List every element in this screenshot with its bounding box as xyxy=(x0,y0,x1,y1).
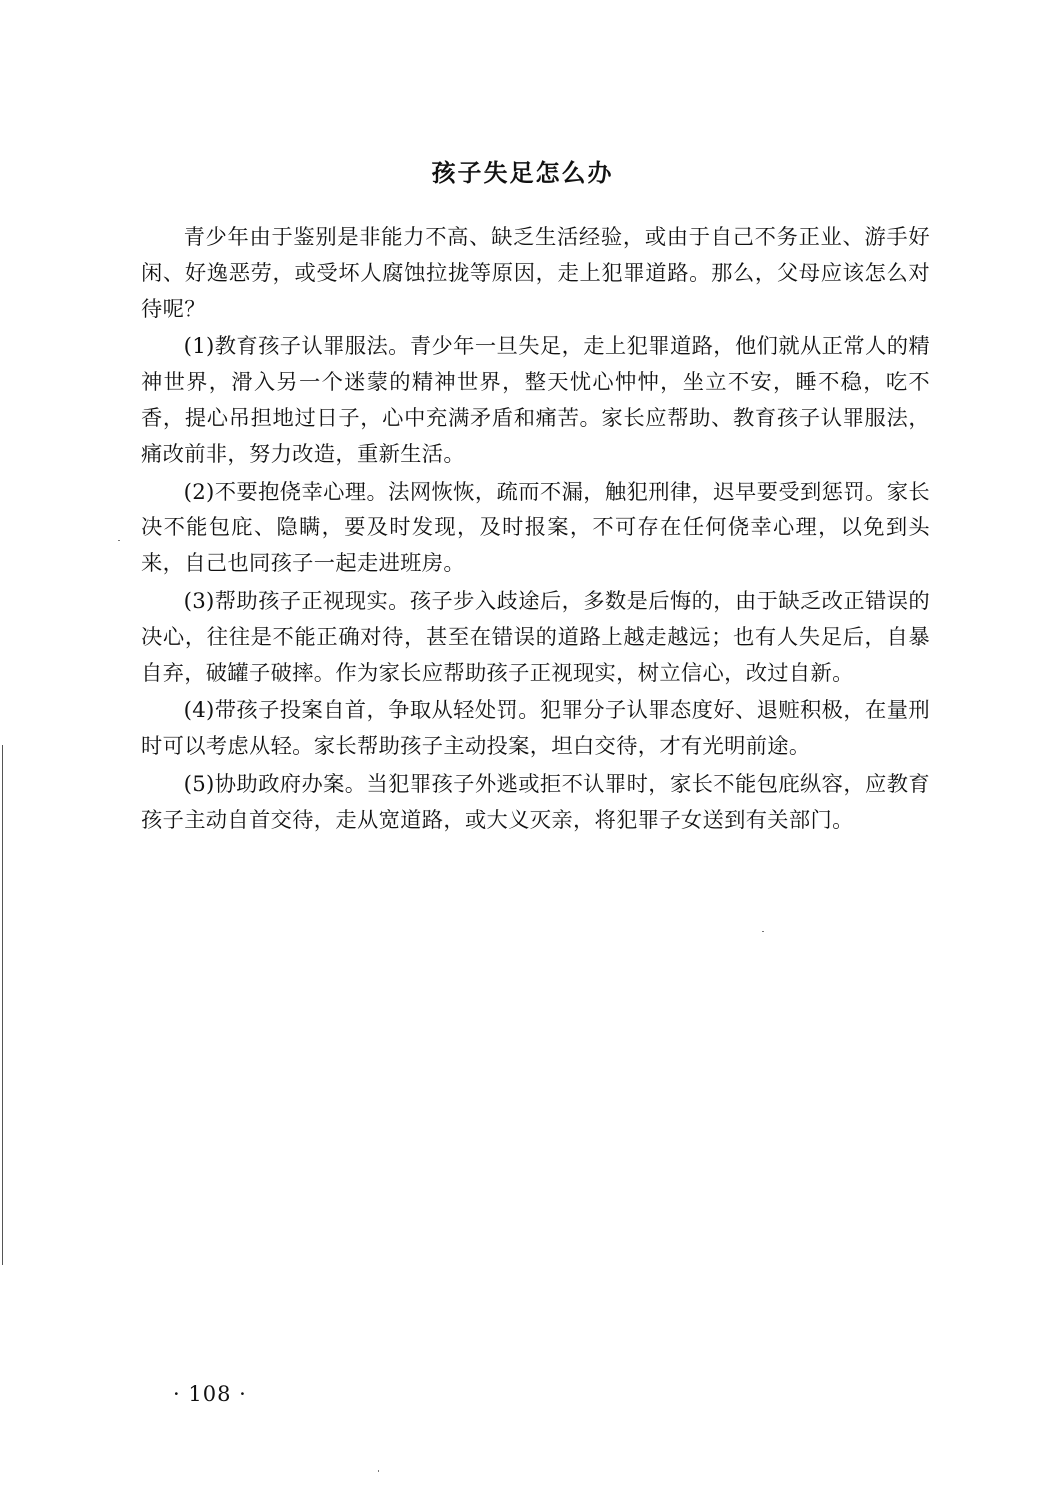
paragraph-point-1: (1)教育孩子认罪服法。青少年一旦失足，走上犯罪道路，他们就从正常人的精神世界，滑入另一个迷蒙的精神世界，整天忧心忡忡，坐立不安，睡不稳，吃不香，提心吊担地过日子，心中充满矛盾和痛苦。家长应帮助、教育孩子认罪服法，痛改前非，努力改造，重新生活。 xyxy=(141,334,930,467)
scan-speck xyxy=(118,540,120,541)
paragraph-point-3: (3)帮助孩子正视现实。孩子步入歧途后，多数是后悔的，由于缺乏改正错误的决心，往往是不能正确对待，甚至在错误的道路上越走越远；也有人失足后，自暴自弃，破罐子破摔。作为家长应帮助孩子正视现实，树立信心，改过自新。 xyxy=(141,588,930,686)
scan-edge-line xyxy=(2,745,3,1265)
scan-speck xyxy=(762,931,764,932)
paragraph-point-4: (4)带孩子投案自首，争取从轻处罚。犯罪分子认罪态度好、退赃积极，在量刑时可以考虑从轻。家长帮助孩子主动投案，坦白交待，才有光明前途。 xyxy=(141,698,930,760)
scan-speck xyxy=(378,1470,379,1472)
page-number: · 108 · xyxy=(173,1382,247,1406)
paragraph-intro: 青少年由于鉴别是非能力不高、缺乏生活经验，或由于自己不务正业、游手好闲、好逸恶劳，或受坏人腐蚀拉拢等原因，走上犯罪道路。那么，父母应该怎么对待呢？ xyxy=(141,225,930,322)
paragraph-point-5: (5)协助政府办案。当犯罪孩子外逃或拒不认罪时，家长不能包庇纵容，应教育孩子主动自首交待，走从宽道路，或大义灭亲，将犯罪子女送到有关部门。 xyxy=(141,771,930,833)
article-body xyxy=(141,220,930,841)
page-title: 孩子失足怎么办 xyxy=(431,159,614,187)
paragraph-point-2: (2)不要抱侥幸心理。法网恢恢，疏而不漏，触犯刑律，迟早要受到惩罚。家长决不能包庇、隐瞒，要及时发现，及时报案，不可存在任何侥幸心理，以免到头来，自己也同孩子一起走进班房。 xyxy=(141,479,930,577)
